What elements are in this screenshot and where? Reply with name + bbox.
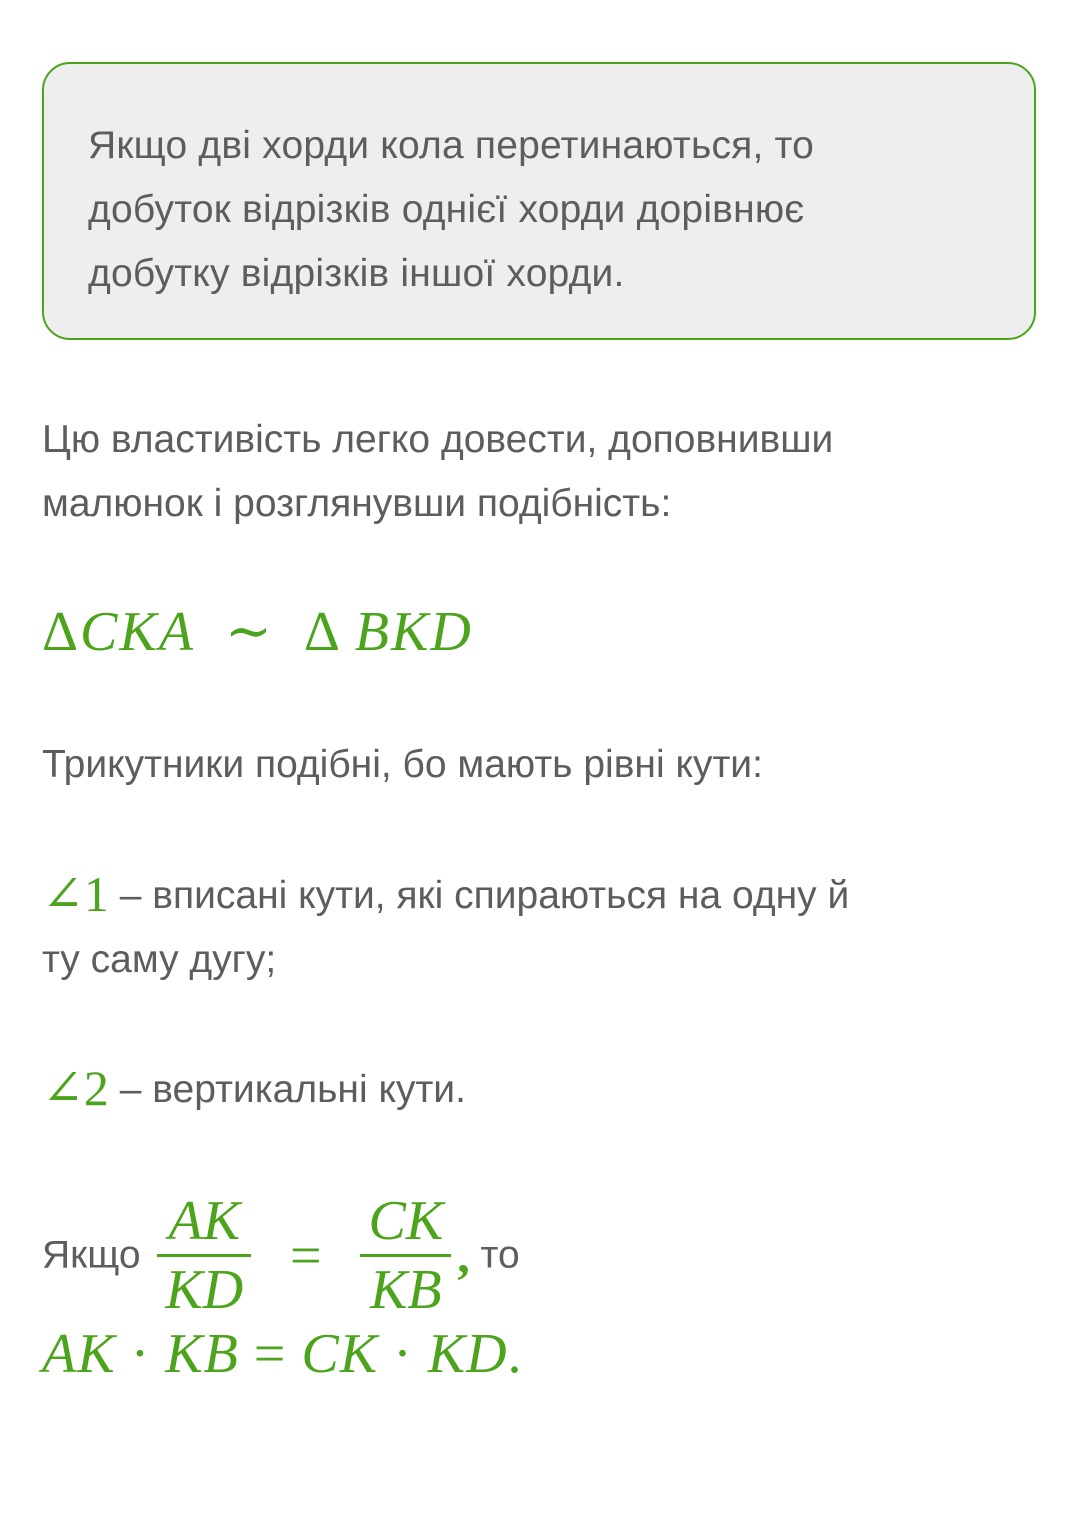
theorem-box [42,62,1036,340]
fraction2-denominator-text: KB [370,1259,442,1321]
reason-paragraph [42,733,763,797]
delta-symbol-1: Δ [42,601,81,663]
fraction-ck-kb [360,1188,451,1323]
intro-line-1: Цю властивість легко довести, доповнивши [42,418,834,461]
proportion-equals: = [290,1224,322,1287]
conclusion-ak: AK [42,1323,116,1385]
proportion-prefix: Якщо [42,1233,152,1277]
angle1-icon [42,866,109,922]
similarity-formula [42,596,473,668]
fraction-ak-kd [157,1188,251,1323]
angle2-number: 2 [83,1060,109,1116]
angle1-symbol: ∠ [42,866,84,922]
angle1-line-1: – вписані кути, які спираються на одну й [108,874,850,917]
angle1-line-2: ту саму дугу; [42,938,277,981]
fraction1-denominator [157,1257,251,1323]
conclusion-ck: CK [301,1323,379,1385]
angle1-paragraph [42,862,849,992]
fraction2-numerator [360,1188,451,1257]
angle2-paragraph [42,1056,466,1122]
angle2-symbol: ∠ [42,1060,84,1116]
angle1-number: 1 [83,866,109,922]
fraction2-numerator-text: CK [368,1190,444,1252]
conclusion-formula [42,1318,523,1390]
conclusion-period: . [507,1323,523,1385]
fraction1-numerator-text: AK [168,1190,241,1252]
conclusion-kd: KD [427,1323,508,1385]
conclusion-dot-1: · [115,1323,166,1385]
theorem-line-1: Якщо дві хорди кола перетинаються, то [88,124,815,167]
delta-symbol-2: Δ [303,601,339,663]
triangle-cka: CKA [80,601,195,663]
angle2-icon [42,1060,109,1116]
proportion-comma: , [457,1227,470,1284]
proportion-suffix: то [469,1233,520,1277]
theorem-text [88,114,990,306]
similar-sign: ∼ [224,601,274,663]
theorem-line-2: добуток відрізків однієї хорди дорівнює [88,188,805,231]
fraction1-denominator-text: KD [165,1259,244,1321]
intro-paragraph [42,408,833,536]
conclusion-equals: = [238,1323,302,1385]
fraction1-numerator [157,1188,251,1257]
conclusion-kb: KB [165,1323,239,1385]
fraction2-denominator [360,1257,451,1323]
conclusion-dot-2: · [378,1323,428,1385]
triangle-bkd: BKD [354,601,473,663]
proportion-line [42,1188,520,1323]
angle2-text: – вертикальні кути. [108,1068,466,1111]
theorem-line-3: добутку відрізків іншої хорди. [88,252,625,295]
reason-text: Трикутники подібні, бо мають рівні кути: [42,743,763,786]
intro-line-2: малюнок і розглянувши подібність: [42,482,672,525]
